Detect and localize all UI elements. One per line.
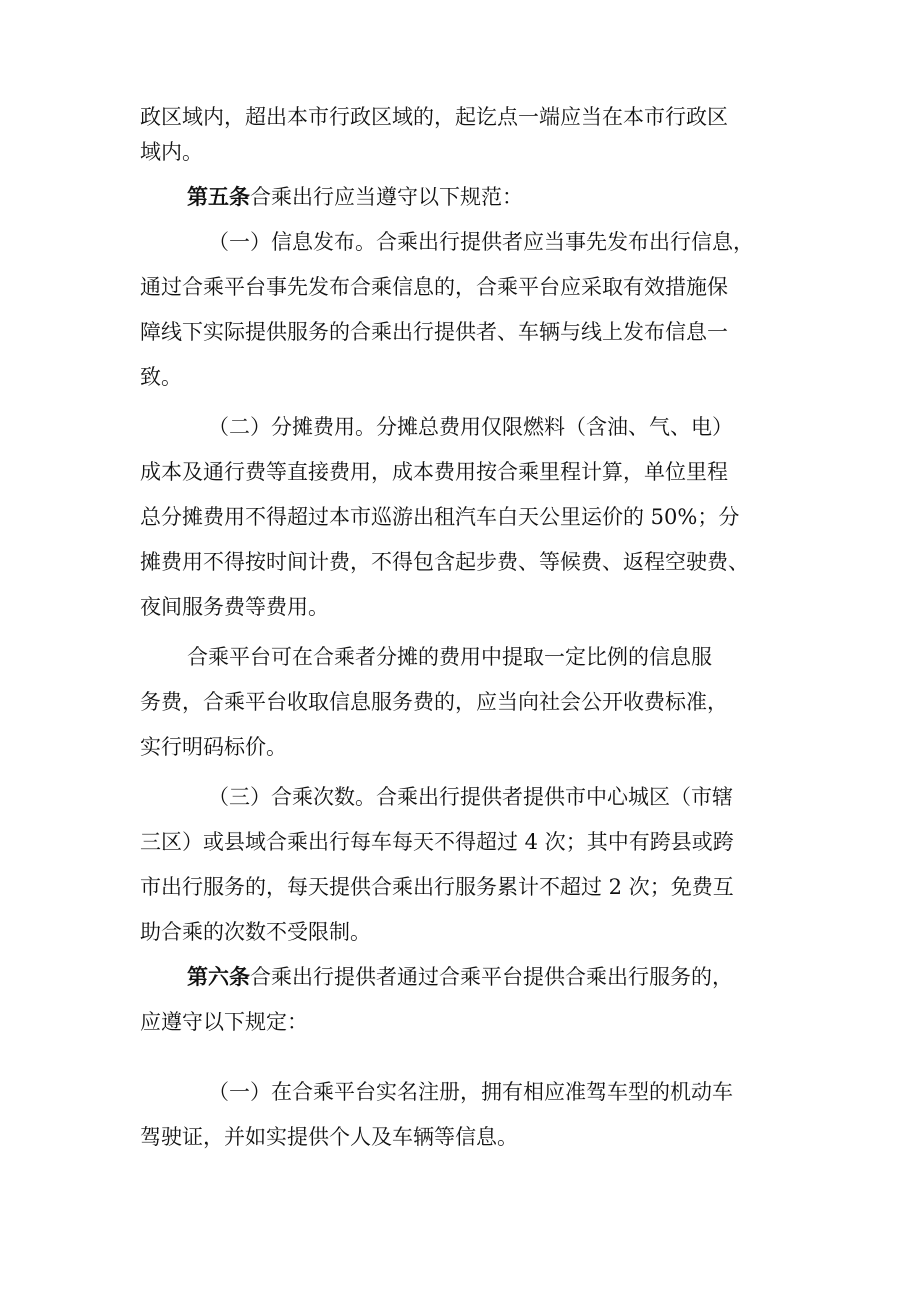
text-line-1: 政区域内，超出本市行政区域的，起讫点一端应当在本市行政区	[140, 105, 728, 129]
article-5-heading	[187, 183, 523, 211]
article-6-label: 第六条	[187, 965, 250, 989]
text-line-6: 障线下实际提供服务的合乘出行提供者、车辆与线上发布信息一	[140, 320, 728, 344]
text-line-14: 务费，合乘平台收取信息服务费的，应当向社会公开收费标准，	[140, 690, 728, 714]
article-5-text: 合乘出行应当遵守以下规范：	[250, 185, 523, 209]
text-line-8: （二）分摊费用。分摊总费用仅限燃料（含油、气、电）	[208, 415, 733, 439]
text-line-12: 夜间服务费等费用。	[140, 595, 329, 619]
text-line-23: 驾驶证，并如实提供个人及车辆等信息。	[140, 1125, 518, 1149]
text-line-13: 合乘平台可在合乘者分摊的费用中提取一定比例的信息服	[187, 645, 712, 669]
article-6-text: 合乘出行提供者通过合乘平台提供合乘出行服务的，	[250, 965, 733, 989]
text-line-11: 摊费用不得按时间计费，不得包含起步费、等候费、返程空驶费、	[140, 550, 749, 574]
text-line-16: （三）合乘次数。合乘出行提供者提供市中心城区（市辖	[208, 785, 733, 809]
text-line-17: 三区）或县域合乘出行每车每天不得超过 4 次；其中有跨县或跨	[140, 830, 734, 854]
text-line-5: 通过合乘平台事先发布合乘信息的，合乘平台应采取有效措施保	[140, 275, 728, 299]
text-line-4: （一）信息发布。合乘出行提供者应当事先发布出行信息，	[208, 230, 754, 254]
text-line-10: 总分摊费用不得超过本市巡游出租汽车白天公里运价的 50%；分	[140, 505, 740, 529]
text-line-18: 市出行服务的，每天提供合乘出行服务累计不超过 2 次；免费互	[140, 875, 734, 899]
text-line-19: 助合乘的次数不受限制。	[140, 920, 371, 944]
text-line-15: 实行明码标价。	[140, 735, 287, 759]
text-line-7: 致。	[140, 365, 182, 389]
text-line-21: 应遵守以下规定：	[140, 1010, 308, 1034]
text-line-2: 域内。	[140, 140, 203, 164]
text-line-22: （一）在合乘平台实名注册，拥有相应准驾车型的机动车	[208, 1080, 733, 1104]
article-6-heading	[187, 963, 733, 991]
article-5-label: 第五条	[187, 185, 250, 209]
text-line-9: 成本及通行费等直接费用，成本费用按合乘里程计算，单位里程	[140, 460, 728, 484]
